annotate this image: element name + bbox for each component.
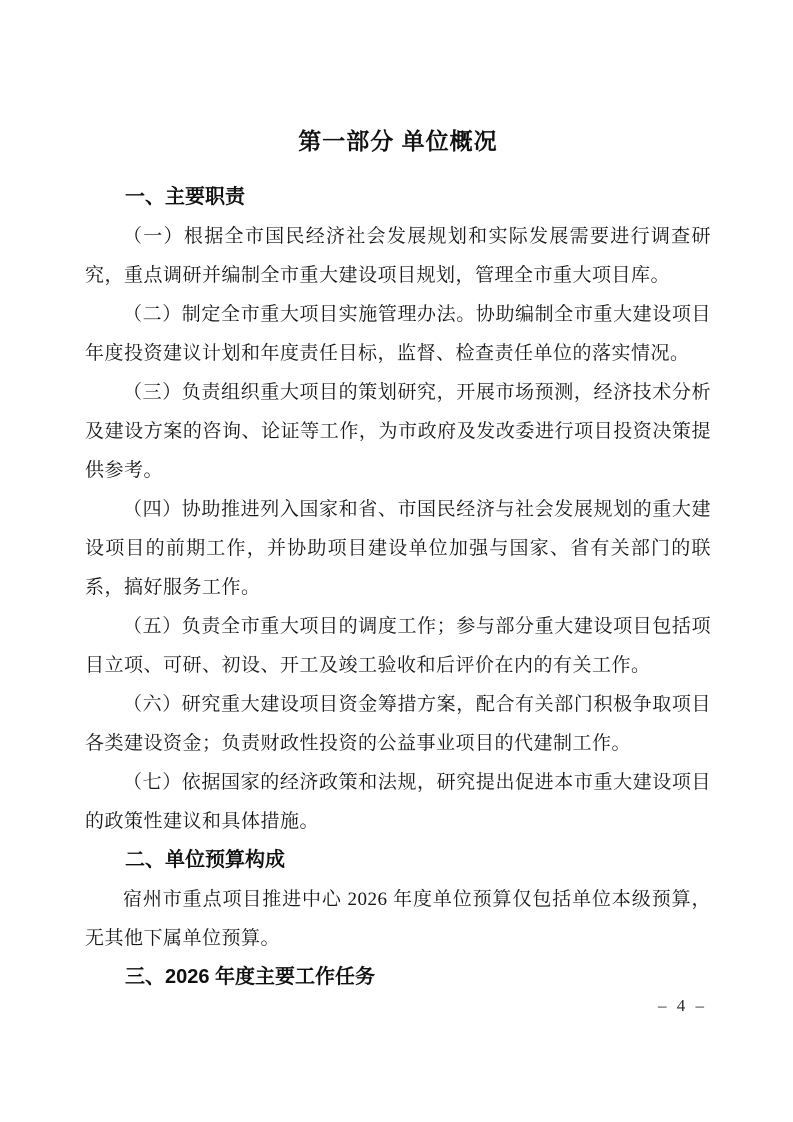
duty-paragraph-5: （五）负责全市重大项目的调度工作；参与部分重大建设项目包括项目立项、可研、初设、开工及竣工验收和后评价在内的有关工作。 bbox=[85, 616, 711, 676]
page-number: – 4 – bbox=[658, 996, 707, 1015]
page-title: 第一部分 单位概况 bbox=[298, 128, 498, 154]
duty-paragraph-3: （三）负责组织重大项目的策划研究，开展市场预测，经济技术分析及建设方案的咨询、论证等工作，为市政府及发改委进行项目投资决策提供参考。 bbox=[85, 382, 711, 481]
duty-paragraph-4: （四）协助推进列入国家和省、市国民经济与社会发展规划的重大建设项目的前期工作，并协助项目建设单位加强与国家、省有关部门的联系，搞好服务工作。 bbox=[85, 499, 711, 598]
duty-paragraph-1: （一）根据全市国民经济社会发展规划和实际发展需要进行调查研究，重点调研并编制全市重大建设项目规划，管理全市重大项目库。 bbox=[85, 226, 711, 286]
heading-budget-composition: 二、单位预算构成 bbox=[125, 849, 285, 871]
budget-composition-paragraph: 宿州市重点项目推进中心 2026 年度单位预算仅包括单位本级预算，无其他下属单位预算。 bbox=[85, 889, 711, 949]
heading-main-duties: 一、主要职责 bbox=[125, 186, 245, 208]
duty-paragraph-6: （六）研究重大建设项目资金筹措方案，配合有关部门积极争取项目各类建设资金；负责财政性投资的公益事业项目的代建制工作。 bbox=[85, 694, 711, 754]
heading-2026-work-tasks: 三、2026 年度主要工作任务 bbox=[125, 966, 376, 988]
duty-paragraph-7: （七）依据国家的经济政策和法规，研究提出促进本市重大建设项目的政策性建议和具体措施。 bbox=[85, 772, 711, 832]
duty-paragraph-2: （二）制定全市重大项目实施管理办法。协助编制全市重大建设项目年度投资建议计划和年度责任目标，监督、检查责任单位的落实情况。 bbox=[85, 304, 711, 364]
